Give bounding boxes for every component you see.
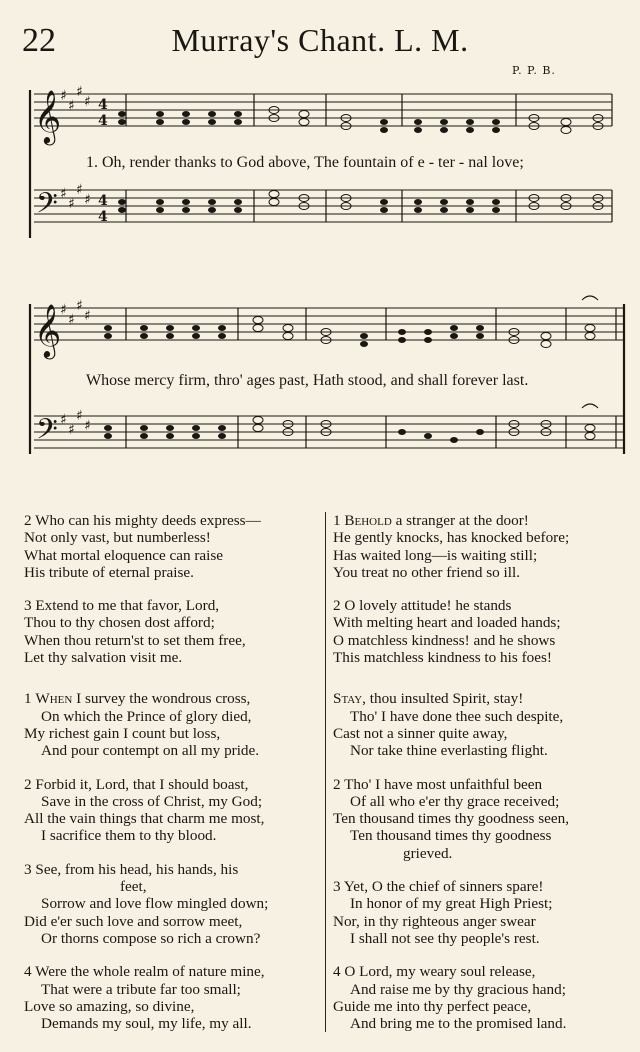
treble-notes-1 [118, 107, 603, 134]
stanza [24, 512, 324, 581]
stanza [333, 878, 633, 947]
verse-line: feet, [120, 878, 147, 896]
lyric-line-system-1: 1. Oh, render thanks to God above, The fountain of e - ter - nal love; [86, 154, 524, 171]
verse-line: 3 See, from his head, his hands, his [24, 860, 239, 878]
verse-line: 2 Forbid it, Lord, that I should boast, [24, 775, 249, 793]
treble-clef-icon: 𝄞 [34, 303, 62, 357]
verse-line: With melting heart and loaded hands; [333, 614, 561, 632]
hymn-first-line-rest: I survey the wondrous cross, [72, 690, 251, 708]
verse-line: When thou return'st to set them free, [24, 631, 246, 649]
svg-text:♯: ♯ [68, 196, 75, 212]
page-title: Murray's Chant. L. M. [171, 22, 469, 58]
verse-line: I sacrifice them to thy blood. [41, 827, 217, 845]
composer-initials: P. P. B. [512, 64, 556, 77]
hymn-first-word: Behold [344, 512, 392, 529]
verse-line: Demands my soul, my life, my all. [41, 1015, 252, 1033]
verse-line [333, 690, 633, 707]
stanza [24, 963, 324, 1032]
verse-line: All the vain things that charm me most, [24, 810, 265, 828]
page-number: 22 [22, 22, 56, 59]
verse-line: His tribute of eternal praise. [24, 563, 194, 581]
verse-line: Let thy salvation visit me. [24, 649, 183, 667]
svg-text:4: 4 [98, 209, 108, 225]
verse-line: Ten thousand times thy goodness seen, [333, 810, 569, 828]
verse-line: What mortal eloquence can raise [24, 546, 224, 564]
key-signature-sharps [60, 298, 91, 438]
verse-line: 3 Extend to me that favor, Lord, [24, 597, 220, 615]
lyric-line-system-2: Whose mercy firm, thro' ages past, Hath stood, and shall forever last. [86, 372, 529, 389]
svg-text:♯: ♯ [68, 312, 75, 328]
svg-text:4: 4 [98, 97, 108, 113]
verse-line: Nor take thine everlasting flight. [350, 742, 548, 760]
right-column [333, 512, 633, 1048]
verse-line: And pour contempt on all my pride. [41, 742, 260, 760]
verse-line: Nor, in thy righteous anger swear [333, 912, 536, 930]
stanza [24, 776, 324, 845]
verse-line: Guide me into thy perfect peace, [333, 997, 532, 1015]
verse-line: Of all who e'er thy grace received; [350, 792, 560, 810]
svg-text:♯: ♯ [60, 186, 67, 202]
stanza-number: 1 [333, 512, 341, 529]
svg-text:♯: ♯ [68, 422, 75, 438]
hymn-first-word: Stay [333, 690, 363, 708]
svg-text:4: 4 [98, 113, 108, 129]
left-column [24, 512, 324, 1048]
verse-line: 4 Were the whole realm of nature mine, [24, 963, 265, 981]
verse-line: Save in the cross of Christ, my God; [41, 792, 263, 810]
verse-line: In honor of my great High Priest; [350, 895, 553, 913]
verse-line: O matchless kindness! and he shows [333, 631, 556, 649]
verse-line: Thou to thy chosen dost afford; [24, 614, 215, 632]
stanza-number: 1 [24, 690, 32, 708]
stanza [333, 512, 633, 581]
verse-line: grieved. [403, 844, 453, 862]
verse-line: 2 Tho' I have most unfaithful been [333, 775, 543, 793]
stanza [333, 597, 633, 666]
verse-line: That were a tribute far too small; [41, 980, 241, 998]
stanza [333, 963, 633, 1032]
bass-clef-icon: 𝄢 [36, 187, 58, 227]
verse-line: My richest gain I count but loss, [24, 724, 221, 742]
hymn-first-word: When [35, 690, 73, 708]
verse-line: And bring me to the promised land. [350, 1015, 567, 1033]
stanza [333, 776, 633, 862]
verse-line: Did e'er such love and sorrow meet, [24, 912, 243, 930]
svg-text:♯: ♯ [76, 408, 83, 424]
svg-text:♯: ♯ [84, 418, 91, 434]
verse-line: Has waited long—is waiting still; [333, 546, 538, 564]
svg-text:♯: ♯ [68, 98, 75, 114]
verse-line: He gently knocks, has knocked before; [333, 529, 570, 547]
svg-text:♯: ♯ [84, 94, 91, 110]
fermata-icon [582, 296, 598, 408]
hymn-first-line-rest: a stranger at the door! [391, 512, 529, 529]
verse-line: 2 Who can his mighty deeds express— [24, 512, 261, 529]
svg-text:♯: ♯ [60, 302, 67, 318]
hymn-first-line-rest: , thou insulted Spirit, stay! [362, 690, 524, 708]
bass-notes-2 [104, 417, 595, 444]
verse-line: This matchless kindness to his foes! [333, 649, 552, 667]
verse-line: Sorrow and love flow mingled down; [41, 895, 269, 913]
verse-line: Love so amazing, so divine, [24, 997, 195, 1015]
verse-line [333, 512, 633, 529]
verse-line: 3 Yet, O the chief of sinners spare! [333, 878, 544, 896]
bass-notes-1 [118, 191, 603, 214]
treble-clef-icon: 𝄞 [34, 89, 62, 143]
svg-text:♯: ♯ [76, 298, 83, 314]
verse-line: And raise me by thy gracious hand; [350, 980, 566, 998]
svg-text:♯: ♯ [76, 182, 83, 198]
bass-staff-1 [34, 190, 612, 222]
verse-line: I shall not see thy people's rest. [350, 929, 540, 947]
bass-clef-icon: 𝄢 [36, 413, 58, 453]
stanza [333, 690, 633, 759]
verse-line: Or thorns compose so rich a crown? [41, 929, 261, 947]
verse-line: Ten thousand times thy goodness [350, 827, 552, 845]
svg-text:♯: ♯ [84, 308, 91, 324]
svg-text:♯: ♯ [60, 88, 67, 104]
verse-line: You treat no other friend so ill. [333, 563, 521, 581]
verse-line: 4 O Lord, my weary soul release, [333, 963, 536, 981]
verse-line: 2 O lovely attitude! he stands [333, 597, 512, 615]
stanza [24, 861, 324, 947]
key-signature-sharps [60, 84, 91, 212]
svg-text:4: 4 [98, 193, 108, 209]
stanza [24, 597, 324, 666]
verse-line: Cast not a sinner quite away, [333, 724, 508, 742]
stanza [24, 690, 324, 759]
verse-line [24, 690, 324, 707]
verse-line: Tho' I have done thee such despite, [350, 707, 564, 725]
svg-text:♯: ♯ [84, 192, 91, 208]
svg-text:♯: ♯ [76, 84, 83, 100]
verse-line: On which the Prince of glory died, [41, 707, 252, 725]
svg-text:♯: ♯ [60, 412, 67, 428]
hymn-text-columns [0, 512, 640, 1047]
verse-line: Not only vast, but numberless! [24, 529, 211, 547]
